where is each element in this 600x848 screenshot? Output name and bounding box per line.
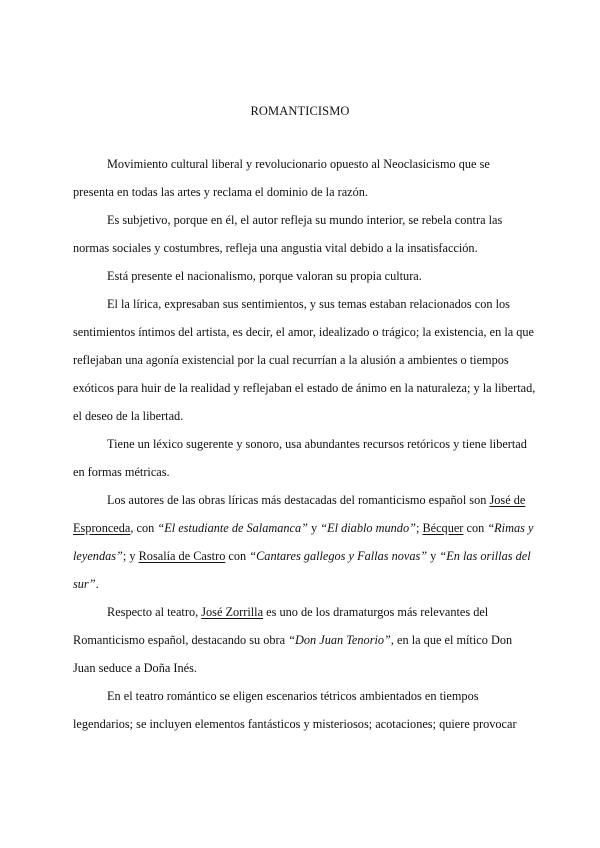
work-title: “Cantares gallegos y Fallas novas” xyxy=(249,549,428,563)
text-run: y xyxy=(307,521,321,535)
author-rosalia-link[interactable]: Rosalía de Castro xyxy=(138,549,226,563)
paragraph-3-line-1: Está presente el nacionalismo, porque valoran su propia cultura. xyxy=(107,269,422,283)
text-run: . xyxy=(95,577,99,591)
work-title: leyendas” xyxy=(73,549,123,563)
work-title: sur” xyxy=(73,577,96,591)
paragraph-7-line-2 xyxy=(73,633,512,647)
author-espronceda-link[interactable]: Espronceda xyxy=(73,521,131,535)
paragraph-8-line-2: legendarios; se incluyen elementos fantásticos y misteriosos; acotaciones; quiere provocar xyxy=(73,717,517,731)
text-run: y xyxy=(427,549,440,563)
paragraph-6-line-4 xyxy=(73,577,99,591)
text-run: ; xyxy=(415,521,423,535)
paragraph-5-line-2: en formas métricas. xyxy=(73,465,170,479)
author-espronceda-link[interactable]: José de xyxy=(489,493,526,507)
work-title: “El diablo mundo” xyxy=(320,521,416,535)
paragraph-1-line-2: presenta en todas las artes y reclama el dominio de la razón. xyxy=(73,185,369,199)
text-run: , con xyxy=(130,521,158,535)
text-run: Respecto al teatro, xyxy=(107,605,202,619)
paragraph-1-line-1: Movimiento cultural liberal y revolucionario opuesto al Neoclasicismo que se xyxy=(107,157,490,171)
work-title: “En las orillas del xyxy=(439,549,531,563)
author-becquer-link[interactable]: Bécquer xyxy=(422,521,464,535)
paragraph-4-line-1: El la lírica, expresaban sus sentimientos, y sus temas estaban relacionados con los xyxy=(107,297,510,311)
text-run: es uno de los dramaturgos más relevantes del xyxy=(263,605,489,619)
paragraph-8-line-1: En el teatro romántico se eligen escenarios tétricos ambientados en tiempos xyxy=(107,689,479,703)
text-run: ; y xyxy=(122,549,139,563)
text-run: con xyxy=(463,521,488,535)
document-title: ROMANTICISMO xyxy=(250,104,350,118)
work-title: “Rimas y xyxy=(487,521,534,535)
paragraph-5-line-1: Tiene un léxico sugerente y sonoro, usa abundantes recursos retóricos y tiene libertad xyxy=(107,437,527,451)
paragraph-6-line-3 xyxy=(73,549,531,563)
text-run: , en la que el mítico Don xyxy=(390,633,513,647)
paragraph-4-line-3: reflejaban una agonía existencial por la cual recurrían a la alusión a ambientes o tiempos xyxy=(73,353,509,367)
work-title: “El estudiante de Salamanca” xyxy=(157,521,308,535)
paragraph-6-line-1 xyxy=(107,493,525,507)
text-run: con xyxy=(225,549,250,563)
paragraph-2-line-1: Es subjetivo, porque en él, el autor refleja su mundo interior, se rebela contra las xyxy=(107,213,503,227)
paragraph-4-line-4: exóticos para huir de la realidad y reflejaban el estado de ánimo en la naturaleza; y la libertad, xyxy=(73,381,536,395)
text-run: Los autores de las obras líricas más destacadas del romanticismo español son xyxy=(107,493,490,507)
paragraph-2-line-2: normas sociales y costumbres, refleja una angustia vital debido a la insatisfacción. xyxy=(73,241,478,255)
paragraph-7-line-1 xyxy=(107,605,488,619)
paragraph-4-line-2: sentimientos íntimos del artista, es decir, el amor, idealizado o trágico; la existencia, en la que xyxy=(73,325,535,339)
work-title: “Don Juan Tenorio” xyxy=(288,633,391,647)
paragraph-6-line-2 xyxy=(73,521,533,535)
paragraph-4-line-5: el deseo de la libertad. xyxy=(73,409,184,423)
text-run: Romanticismo español, destacando su obra xyxy=(73,633,289,647)
paragraph-7-line-3: Juan seduce a Doña Inés. xyxy=(73,661,197,675)
author-zorrilla-link[interactable]: José Zorrilla xyxy=(201,605,264,619)
